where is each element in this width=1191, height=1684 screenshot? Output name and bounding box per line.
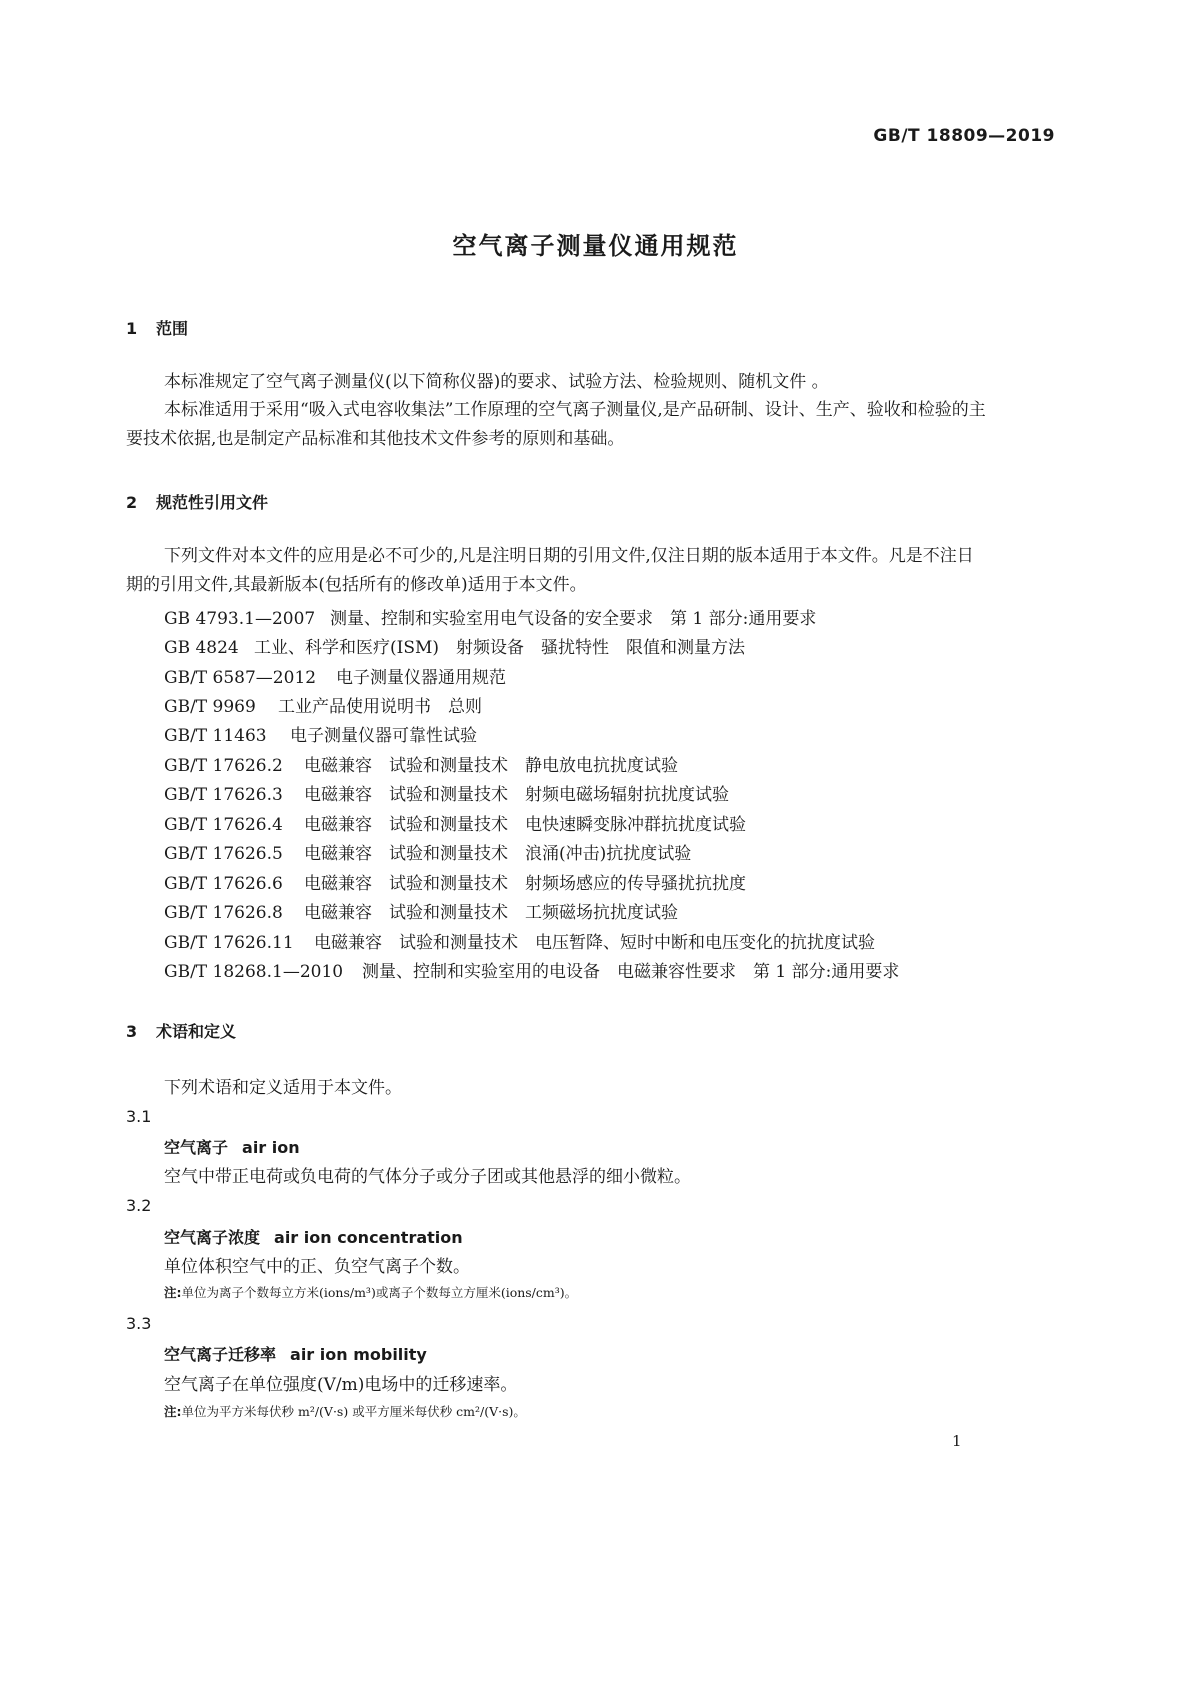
note-text: 单位为离子个数每立方米(ions/m³)或离子个数每立方厘米(ions/cm³)。 [181, 1285, 578, 1300]
reference-item [164, 633, 745, 658]
term-note [164, 1402, 526, 1420]
reference-item [164, 721, 477, 746]
term-chinese: 空气离子浓度 [164, 1228, 261, 1247]
term-entry [164, 1225, 463, 1248]
section-title: 规范性引用文件 [156, 493, 269, 512]
reference-code: GB/T 17626.11 [164, 933, 294, 953]
reference-code: GB 4824 [164, 638, 239, 658]
reference-item [164, 751, 678, 776]
reference-item [164, 869, 746, 894]
reference-title: 电磁兼容 试验和测量技术 电压暂降、短时中断和电压变化的抗扰度试验 [314, 933, 875, 953]
reference-title: 工业产品使用说明书 总则 [278, 697, 482, 717]
term-english: air ion [242, 1138, 300, 1157]
reference-item [164, 692, 482, 717]
note-label: 注: [164, 1285, 182, 1300]
note-text: 单位为平方米每伏秒 m²/(V·s) 或平方厘米每伏秒 cm²/(V·s)。 [181, 1404, 526, 1419]
term-definition: 空气中带正电荷或负电荷的气体分子或分子团或其他悬浮的细小微粒。 [164, 1167, 691, 1187]
reference-item [164, 839, 691, 864]
term-definition: 单位体积空气中的正、负空气离子个数。 [164, 1257, 470, 1277]
note-label: 注: [164, 1404, 182, 1419]
clause-number: 3.2 [126, 1196, 152, 1215]
reference-item [164, 663, 506, 688]
paragraph: 下列文件对本文件的应用是必不可少的,凡是注明日期的引用文件,仅注日期的版本适用于本文件。凡是不注日期的引用文件,其最新版本(包括所有的修改单)适用于本文件。 [126, 546, 974, 595]
reference-item [164, 810, 746, 835]
reference-item [164, 928, 875, 953]
term-note [164, 1283, 577, 1301]
reference-title: 电磁兼容 试验和测量技术 射频场感应的传导骚扰抗扰度 [304, 874, 746, 894]
section-1-heading [126, 316, 188, 339]
reference-item [164, 780, 729, 805]
reference-item [164, 604, 816, 629]
reference-title: 电磁兼容 试验和测量技术 浪涌(冲击)抗扰度试验 [304, 844, 692, 864]
reference-code: GB/T 17626.2 [164, 756, 283, 776]
document-title: 空气离子测量仪通用规范 [452, 232, 739, 260]
reference-code: GB/T 18268.1—2010 [164, 962, 344, 982]
term-entry [164, 1342, 427, 1365]
section-title: 术语和定义 [156, 1022, 237, 1041]
section-3-heading [126, 1019, 236, 1042]
reference-title: 测量、控制和实验室用电气设备的安全要求 第 1 部分:通用要求 [330, 609, 817, 629]
term-definition: 空气离子在单位强度(V/m)电场中的迁移速率。 [164, 1375, 518, 1395]
section-number: 3 [126, 1022, 138, 1041]
section-number: 2 [126, 493, 138, 512]
standard-code: GB/T 18809—2019 [873, 126, 1055, 146]
reference-code: GB/T 17626.8 [164, 903, 283, 923]
reference-title: 电子测量仪器通用规范 [336, 668, 506, 688]
section-title: 范围 [156, 319, 189, 338]
reference-code: GB/T 17626.3 [164, 785, 283, 805]
reference-code: GB/T 11463 [164, 726, 267, 746]
section-2-heading [126, 490, 268, 513]
paragraph: 本标准适用于采用“吸入式电容收集法”工作原理的空气离子测量仪,是产品研制、设计、生产、验收和检验的主要技术依据,也是制定产品标准和其他技术文件参考的原则和基础。 [126, 400, 986, 449]
reference-title: 电磁兼容 试验和测量技术 工频磁场抗扰度试验 [304, 903, 678, 923]
reference-code: GB/T 17626.4 [164, 815, 283, 835]
reference-code: GB/T 17626.5 [164, 844, 283, 864]
term-english: air ion concentration [274, 1228, 463, 1247]
reference-code: GB/T 17626.6 [164, 874, 283, 894]
reference-title: 测量、控制和实验室用的电设备 电磁兼容性要求 第 1 部分:通用要求 [362, 962, 900, 982]
term-chinese: 空气离子迁移率 [164, 1345, 277, 1364]
clause-number: 3.3 [126, 1314, 152, 1333]
reference-item [164, 898, 678, 923]
reference-code: GB 4793.1—2007 [164, 609, 316, 629]
page-number: 1 [952, 1432, 962, 1450]
reference-title: 工业、科学和医疗(ISM) 射频设备 骚扰特性 限值和测量方法 [254, 638, 746, 658]
reference-title: 电磁兼容 试验和测量技术 静电放电抗扰度试验 [304, 756, 678, 776]
reference-item [164, 957, 899, 982]
reference-title: 电子测量仪器可靠性试验 [290, 726, 477, 746]
clause-number: 3.1 [126, 1107, 152, 1126]
term-chinese: 空气离子 [164, 1138, 229, 1157]
reference-code: GB/T 6587—2012 [164, 668, 317, 688]
paragraph: 下列术语和定义适用于本文件。 [164, 1078, 402, 1098]
reference-title: 电磁兼容 试验和测量技术 射频电磁场辐射抗扰度试验 [304, 785, 729, 805]
reference-title: 电磁兼容 试验和测量技术 电快速瞬变脉冲群抗扰度试验 [304, 815, 746, 835]
term-english: air ion mobility [290, 1345, 427, 1364]
reference-code: GB/T 9969 [164, 697, 256, 717]
paragraph: 本标准规定了空气离子测量仪(以下简称仪器)的要求、试验方法、检验规则、随机文件 。 [164, 372, 829, 392]
term-entry [164, 1135, 300, 1158]
section-number: 1 [126, 319, 138, 338]
